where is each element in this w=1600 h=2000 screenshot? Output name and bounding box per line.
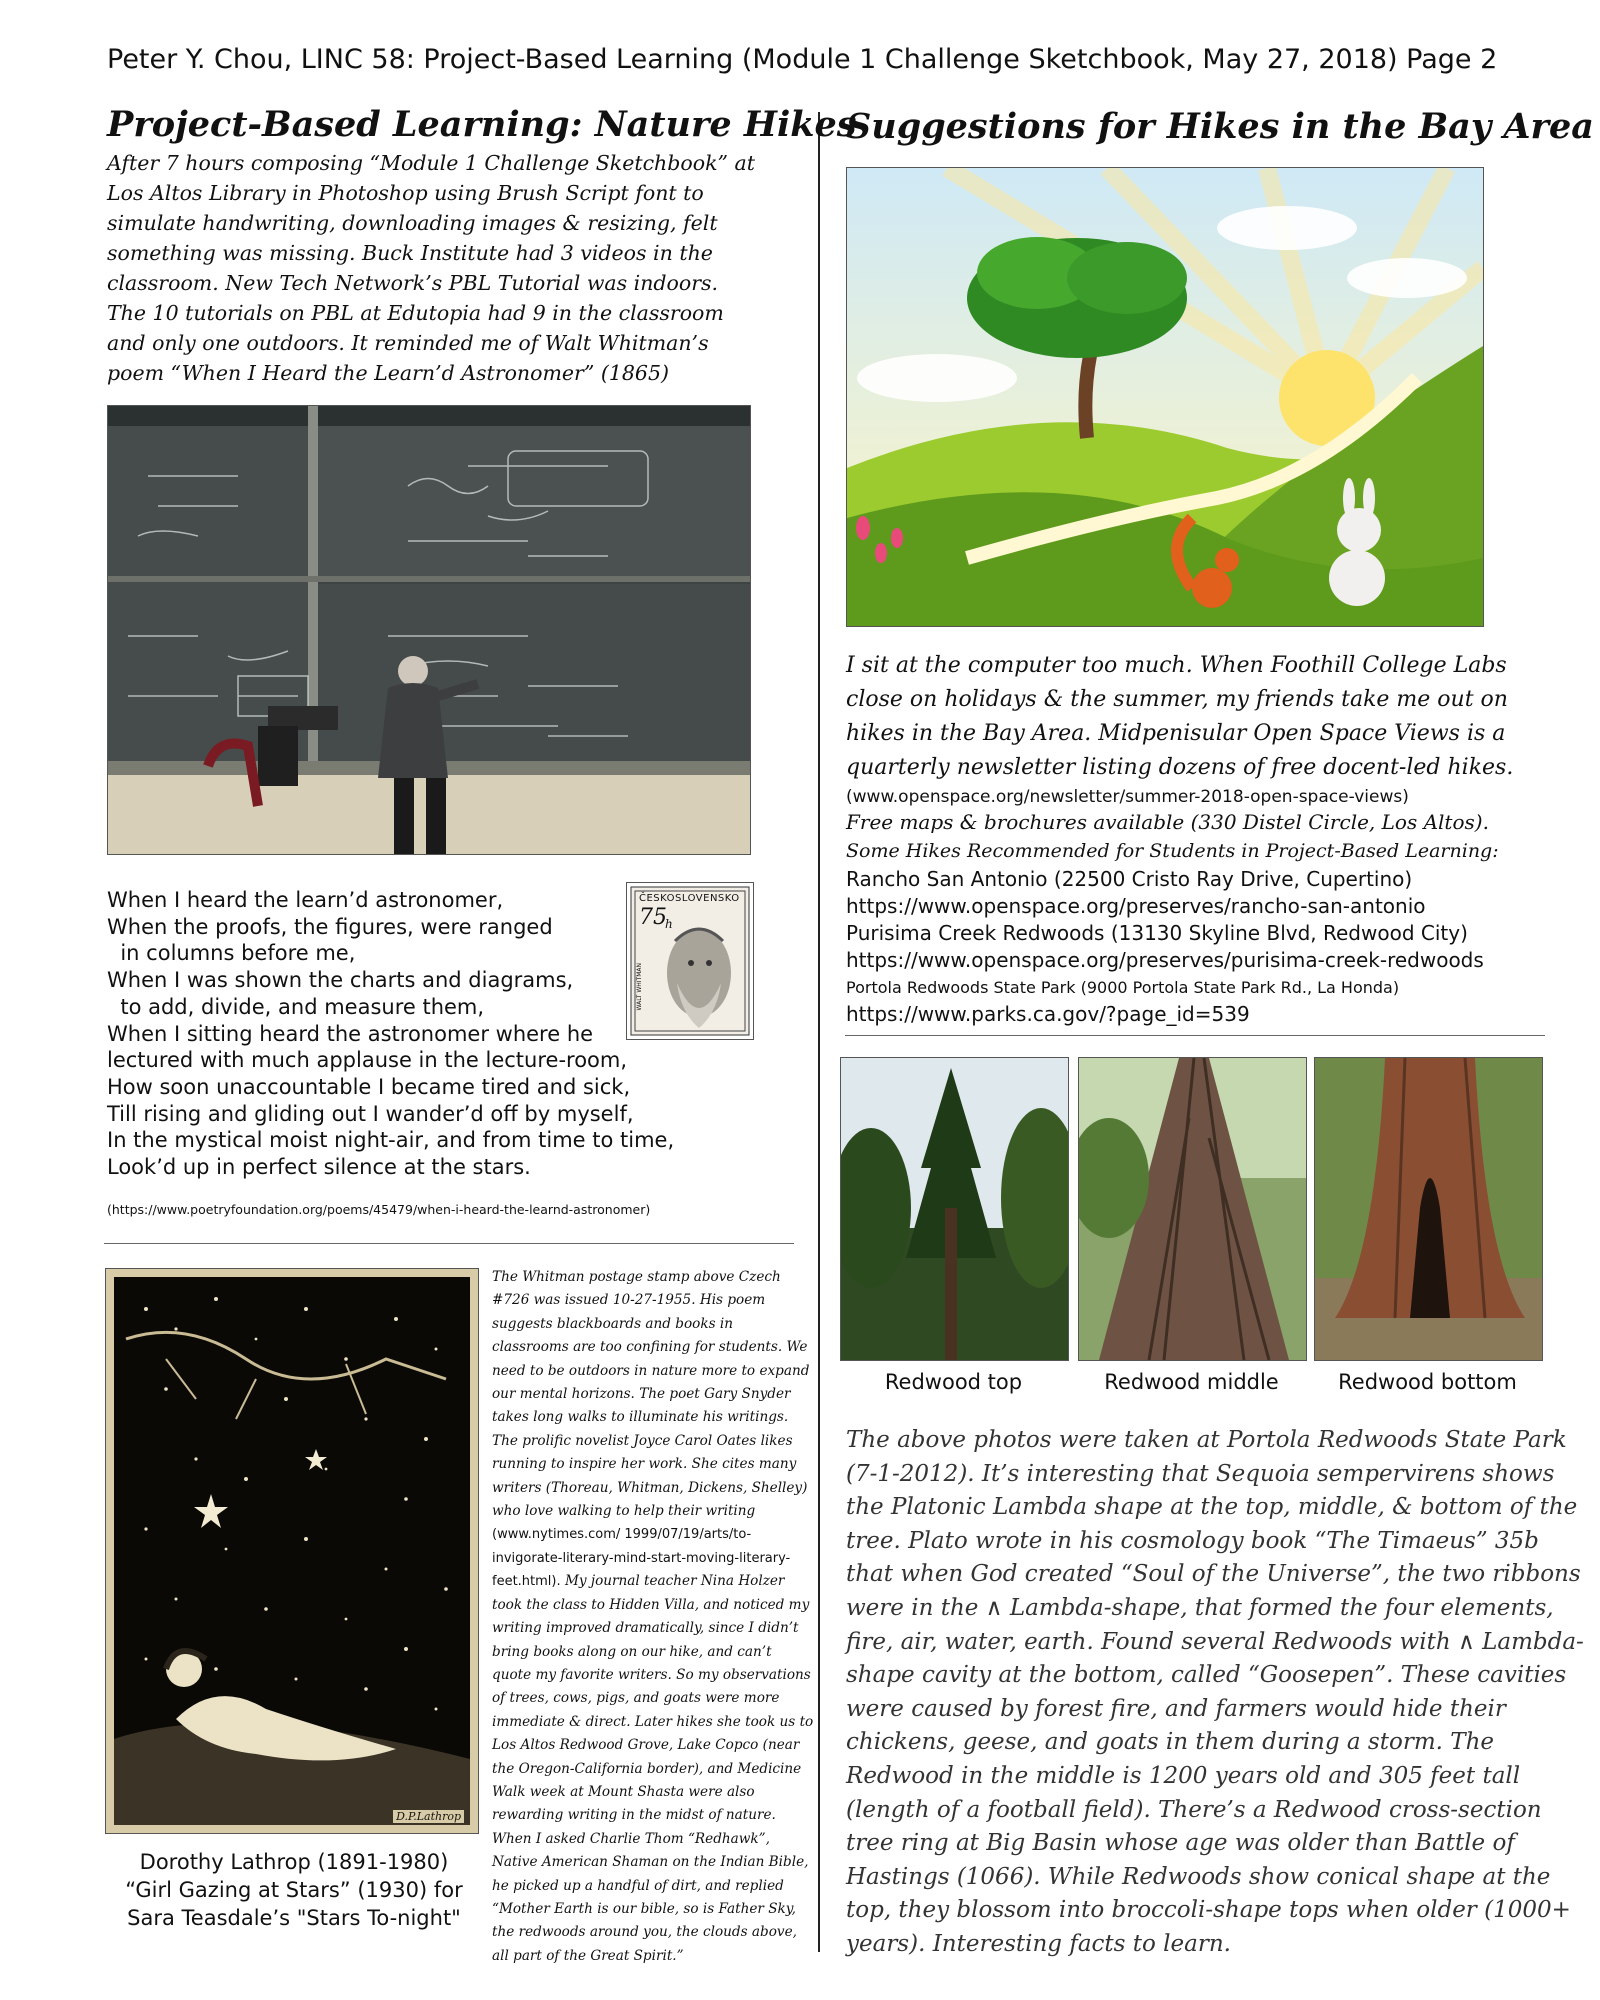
hike-link[interactable]: https://www.parks.ca.gov/?page_id=539 [846,1002,1250,1026]
left-divider [104,1243,794,1244]
poem-line: lectured with much applause in the lecture-room, [107,1048,628,1073]
maps-line: Free maps & brochures available (330 Distel Circle, Los Altos). [846,810,1489,834]
blackboard-photo [107,405,751,855]
redwood-top-photo [840,1057,1069,1361]
lathrop-illustration [105,1268,479,1834]
caption-line: Sara Teasdale’s "Stars To-night" [127,1906,461,1930]
hike-link[interactable]: https://www.openspace.org/preserves/purisima-creek-redwoods [846,948,1484,972]
stamp-country: ČESKOSLOVENSKO [639,893,740,904]
right-title: Suggestions for Hikes in the Bay Area [846,106,1594,147]
newsletter-url: (www.openspace.org/newsletter/summer-2018-open-space-views) [846,787,1409,807]
redwood-facts: The above photos were taken at Portola Redwoods State Park (7-1-2012). It’s interesting that Sequoia sempervirens shows the Platonic Lambda shape at the top, middle, & bottom of the tree. Plato wrote in his cosmology book “The Timaeus” 35b that when God created “Soul of the Universe”, the two ribbons were in the ∧ Lambda-shape, that formed the four elements, fire, air, water, earth. Found several Redwoods with ∧ Lambda-shape cavity at the bottom, called “Goosepen”. These cavities were caused by forest fire, and farmers would hide their chickens, geese, and goats in them during a storm. The Redwood in the middle is 1200 years old and 305 feet tall (length of a football field). There’s a Redwood cross-section tree ring at Big Basin whose age was older than Battle of Hastings (1066). While Redwoods show conical shape at the top, they blossom into broccoli-shape tops when older (1000+ years). Interesting facts to learn. [846,1427,1584,1957]
caption-line: Dorothy Lathrop (1891-1980) [139,1850,449,1874]
poem-line: When I was shown the charts and diagrams, [107,968,574,993]
lathrop-signature: D.P.Lathrop [393,1810,464,1823]
poem-source-url: (https://www.poetryfoundation.org/poems/45479/when-i-heard-the-learnd-astronomer) [107,1202,651,1217]
stamp-unit: h [665,917,673,931]
right-divider [845,1035,1545,1036]
poem-line: When I heard the learn’d astronomer, [107,888,504,912]
poem-line: Look’d up in perfect silence at the stars. [107,1155,531,1180]
lathrop-caption [104,1848,484,1932]
page-header: Peter Y. Chou, LINC 58: Project-Based Learning (Module 1 Challenge Sketchbook, May 27, 2018) Page 2 [107,44,1498,75]
hikes-heading: Some Hikes Recommended for Students in Project-Based Learning: [846,840,1499,862]
redwood-bottom-photo [1314,1057,1543,1361]
stamp-value: 75 [639,905,667,930]
hikes-list [846,866,1566,1028]
poem-line: When the proofs, the figures, were ranged [107,914,553,939]
landscape-illustration [846,167,1484,627]
poem-line: In the mystical moist night-air, and from time to time, [107,1128,675,1153]
note-part-2: My journal teacher Nina Holzer took the class to Hidden Villa, and noticed my writing improved dramatically, since I didn’t bring books along on our hike, and can’t quote my favorite writers. So my observations of trees, cows, pigs, and goats were more immediate & direct. Later hikes she took us to Los Altos Redwood Grove, Lake Copco (near the Oregon-California border), and Medicine Walk week at Mount Shasta were also rewarding writing in the midst of nature. When I asked Charlie Thom “Redhawk”, Native American Shaman on the Indian Bible, he picked up a handful of dirt, and replied “Mother Earth is our bible, so is Father Sky, the redwoods around you, the clouds above, all part of the Great Spirit.” [492,1573,814,1964]
intro-paragraph: After 7 hours composing “Module 1 Challenge Sketchbook” at Los Altos Library in Photoshop using Brush Script font to simulate handwriting, downloading images & resizing, felt something was missing. Buck Institute had 3 videos in the classroom. New Tech Network’s PBL Tutorial was indoors. The 10 tutorials on PBL at Edutopia had 9 in the classroom and only one outdoors. It reminded me of Walt Whitman’s poem “When I Heard the Learn’d Astronomer” (1865) [107,151,755,385]
redwood-middle-caption: Redwood middle [1104,1370,1279,1394]
stamp-side-text: WALT WHITMAN [636,963,643,1011]
note-part-1: The Whitman postage stamp above Czech #726 was issued 10-27-1955. His poem suggests blackboards and books in classrooms are too confining for students. We need to be outdoors in nature more to expand our mental horizons. The poet Gary Snyder takes long walks to illuminate his writings. The prolific novelist Joyce Carol Oates likes running to inspire her work. She cites many writers (Thoreau, Whitman, Dickens, Shelley) who love walking to help their writing [492,1269,810,1520]
hike-name: Purisima Creek Redwoods (13130 Skyline Blvd, Redwood City) [846,921,1468,945]
poem-line: How soon unaccountable I became tired and sick, [107,1074,631,1099]
nytimes-url: (www.nytimes.com/ 1999/07/19/arts/to-invigorate-literary-mind-start-moving-literary-feet.html). [492,1527,791,1590]
hike-name: Rancho San Antonio (22500 Cristo Ray Drive, Cupertino) [846,867,1413,891]
redwood-top-caption: Redwood top [884,1370,1023,1394]
left-title: Project-Based Learning: Nature Hikes [107,104,857,145]
redwood-bottom-caption: Redwood bottom [1338,1370,1517,1394]
poem-line: in columns before me, [107,941,356,966]
hike-name: Portola Redwoods State Park (9000 Portola State Park Rd., La Honda) [846,978,1400,997]
hike-link[interactable]: https://www.openspace.org/preserves/rancho-san-antonio [846,894,1426,918]
hikes-intro: I sit at the computer too much. When Foothill College Labs close on holidays & the summer, my friends take me out on hikes in the Bay Area. Midpenisular Open Space Views is a quarterly newsletter listing dozens of free docent-led hikes. [846,653,1514,780]
redwood-middle-photo [1078,1057,1307,1361]
poem-line: Till rising and gliding out I wander’d off by myself, [107,1101,634,1126]
whitman-stamp-note [492,1266,814,1968]
poem [107,887,797,1181]
column-divider [818,112,820,1952]
poem-line: When I sitting heard the astronomer where he [107,1021,594,1046]
poem-line: to add, divide, and measure them, [107,994,485,1019]
caption-line: “Girl Gazing at Stars” (1930) for [125,1878,463,1902]
